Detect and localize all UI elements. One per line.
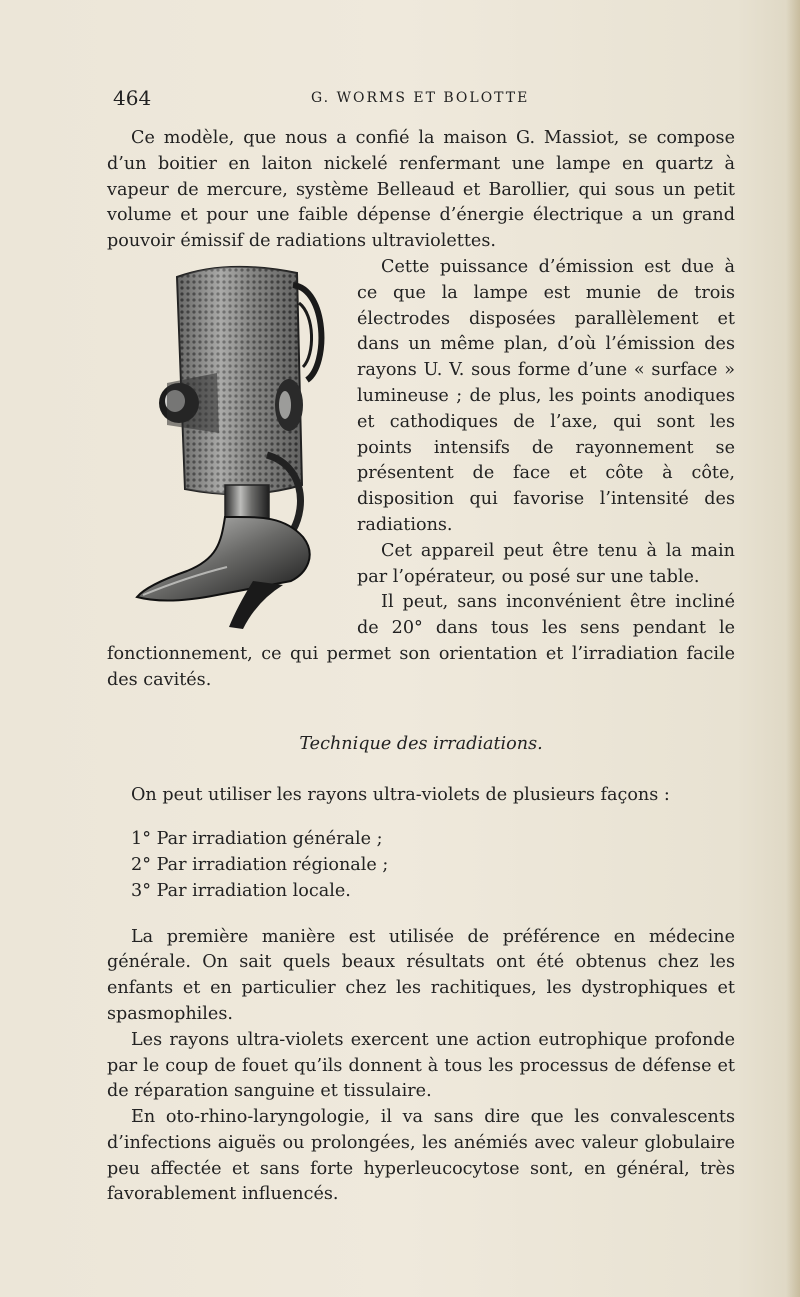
paragraph-1: Ce modèle, que nous a confié la maison G. Massiot, se compose d’un boitier en laiton nickelé renfermant une lampe en quartz à vapeur de mercure, système Belleaud et Barollier, qui sous un petit volume et pour une faible dépense d’énergie électrique a un grand pouvoir émissif de radiations ultraviolettes. <box>107 128 735 252</box>
paragraph-3: Cet appareil peut être tenu à la main par l’opérateur, ou posé sur une table. <box>357 540 735 587</box>
body-text <box>107 126 735 1208</box>
uv-lamp-illustration <box>107 255 347 641</box>
list-item: 2° Par irradiation régionale ; <box>131 854 389 875</box>
list-item: 1° Par irradiation générale ; <box>131 829 383 850</box>
paragraph-4: Il peut, sans inconvénient être incliné de 20° dans tous les sens pendant le fonctionnement, ce qui permet son orientation et l’irradiation facile des cavités. <box>107 592 735 690</box>
paragraph-7: Les rayons ultra-violets exercent une action eutrophique profonde par le coup de fouet qu’ils donnent à tous les processus de défense et de réparation sanguine et tissulaire. <box>107 1029 735 1102</box>
paragraph-8: En oto-rhino-laryngologie, il va sans dire que les convalescents d’infections aiguës ou prolongées, les anémiés avec valeur globulaire peu affectée et sans forte hyperleucocytose sont, en général, très favorablement influencés. <box>107 1107 735 1205</box>
paragraph-6: La première manière est utilisée de préférence en médecine générale. On sait quels beaux résultats ont été obtenus chez les enfants et en particulier chez les rachitiques, les dystrophiques et spasmophiles. <box>107 926 735 1024</box>
paragraph-5: On peut utiliser les rayons ultra-violets de plusieurs façons : <box>131 785 670 806</box>
page-number: 464 <box>113 86 152 110</box>
methods-list <box>107 827 735 904</box>
running-head: G. WORMS ET BOLOTTE <box>311 90 530 106</box>
section-title: Technique des irradiations. <box>299 733 543 754</box>
page-gutter-shadow <box>786 0 800 1297</box>
page-header <box>113 86 733 116</box>
list-item: 3° Par irradiation locale. <box>131 880 351 901</box>
paragraph-2: Cette puissance d’émission est due à ce que la lampe est munie de trois électrodes disposées parallèlement et dans un même plan, d’où l’émission des rayons U. V. sous forme d’une « surface » lumineuse ; de plus, les points anodiques et cathodiques de l’axe, qui sont les points intensifs de rayonnement se présentent de face et côte à côte, disposition qui favorise l’intensité des radiations. <box>357 256 735 535</box>
